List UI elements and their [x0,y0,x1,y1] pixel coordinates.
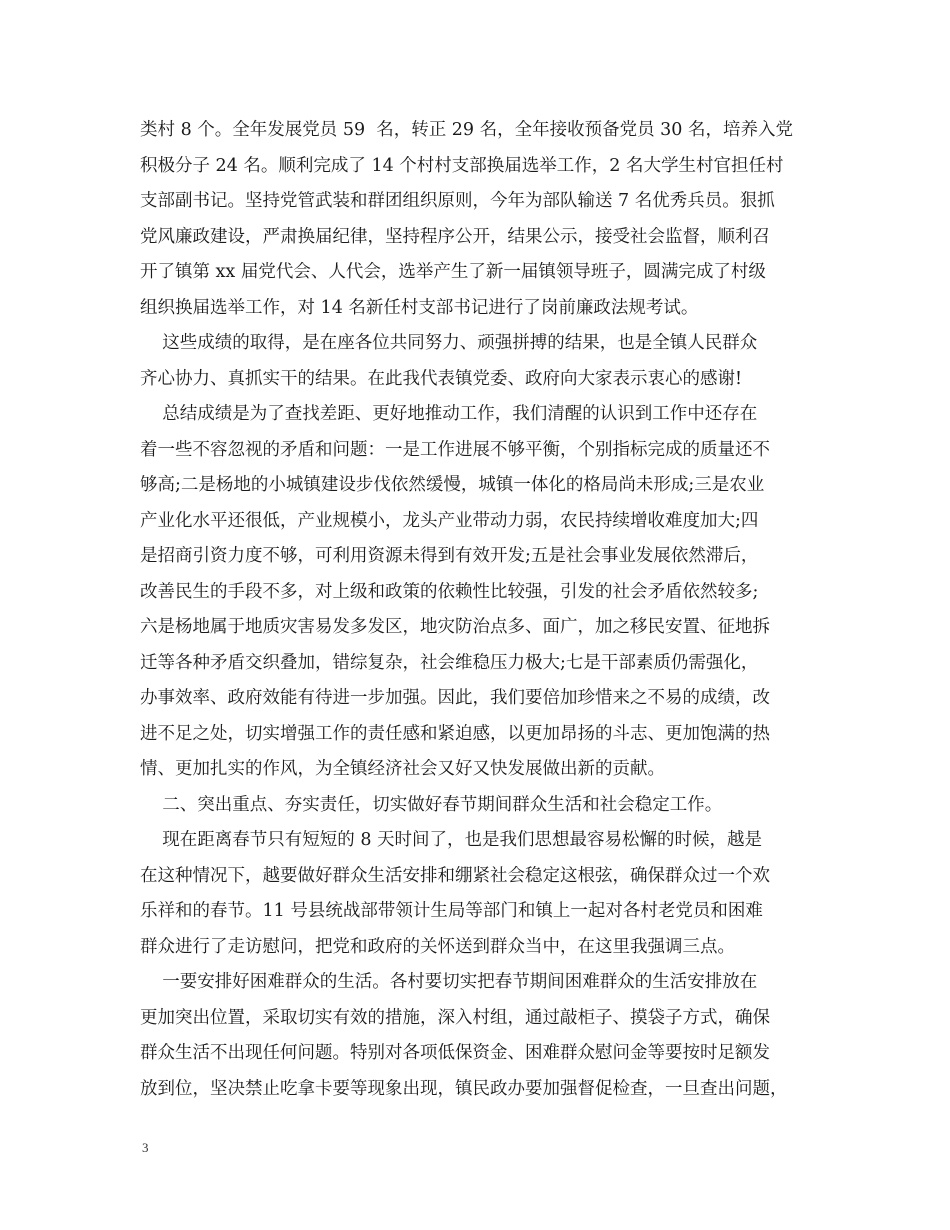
text-line: 迁等各种矛盾交织叠加，错综复杂，社会维稳压力极大;七是干部素质仍需强化， [140,652,759,673]
text-line: 二、突出重点、夯实责任，切实做好春节期间群众生活和社会稳定工作。 [140,794,723,815]
text-line: 这些成绩的取得，是在座各位共同努力、顽强拼搏的结果，也是全镇人民群众 [140,333,758,353]
text-line: 齐心协力、真抓实干的结果。在此我代表镇党委、政府向大家表示衷心的感谢! [140,368,743,389]
text-line: 党风廉政建设，严肃换届纪律，坚持程序公开，结果公示，接受社会监督，顺利召 [140,226,770,247]
text-line: 办事效率、政府效能有待进一步加强。因此，我们要倍加珍惜来之不易的成绩，改 [140,688,770,708]
page-number: 3 [142,1140,149,1155]
text-line: 群众生活不出现任何问题。特别对各项低保资金、困难群众慰问金等要按时足额发 [140,1043,770,1063]
text-line: 支部副书记。坚持党管武装和群团组织原则，今年为部队输送 7 名优秀兵员。狠抓 [140,191,775,211]
text-line: 放到位，坚决禁止吃拿卡要等现象出现，镇民政办要加强督促检查，一旦查出问题， [140,1078,788,1099]
text-line: 着一些不容忽视的矛盾和问题：一是工作进展不够平衡，个别指标完成的质量还不 [140,439,770,460]
text-line: 一要安排好困难群众的生活。各村要切实把春节期间困难群众的生活安排放在 [140,972,758,992]
text-line: 群众进行了走访慰问，把党和政府的关怀送到群众当中，在这里我强调三点。 [140,936,735,957]
text-line: 情、更加扎实的作风，为全镇经济社会又好又快发展做出新的贡献。 [140,759,665,779]
text-line: 在这种情况下，越要做好群众生活安排和绷紧社会稳定这根弦，确保群众过一个欢 [140,865,770,886]
text-line: 进不足之处，切实增强工作的责任感和紧迫感，以更加昂扬的斗志、更加饱满的热 [140,723,770,744]
text-line: 类村 8 个。全年发展党员 59 名，转正 29 名，全年接收预备党员 30 名，培养入党 [140,120,794,140]
text-line: 产业化水平还很低，产业规模小，龙头产业带动力弱，农民持续增收难度加大;四 [140,510,759,531]
body-text [140,113,820,1107]
text-line: 是招商引资力度不够，可利用资源未得到有效开发;五是社会事业发展依然滞后， [140,546,759,566]
text-line: 够高;二是杨地的小城镇建设步伐依然缓慢，城镇一体化的格局尚未形成;三是农业 [140,475,765,495]
text-line: 开了镇第 xx 届党代会、人代会，选举产生了新一届镇领导班子，圆满完成了村级 [140,262,766,282]
text-line: 六是杨地属于地质灾害易发多发区，地灾防治点多、面广，加之移民安置、征地拆 [140,617,770,637]
text-line: 总结成绩是为了查找差距、更好地推动工作，我们清醒的认识到工作中还存在 [140,404,758,424]
text-line: 改善民生的手段不多，对上级和政策的依赖性比较强，引发的社会矛盾依然较多; [140,581,759,602]
text-line: 积极分子 24 名。顺利完成了 14 个村村支部换届选举工作，2 名大学生村官担任村 [140,155,784,176]
text-line: 组织换届选举工作，对 14 名新任村支部书记进行了岗前廉政法规考试。 [140,297,699,318]
text-line: 乐祥和的春节。11 号县统战部带领计生局等部门和镇上一起对各村老党员和困难 [140,901,763,921]
text-line: 更加突出位置，采取切实有效的措施，深入村组，通过敲柜子、摸袋子方式，确保 [140,1007,770,1028]
text-line: 现在距离春节只有短短的 8 天时间了，也是我们思想最容易松懈的时候，越是 [140,830,763,850]
